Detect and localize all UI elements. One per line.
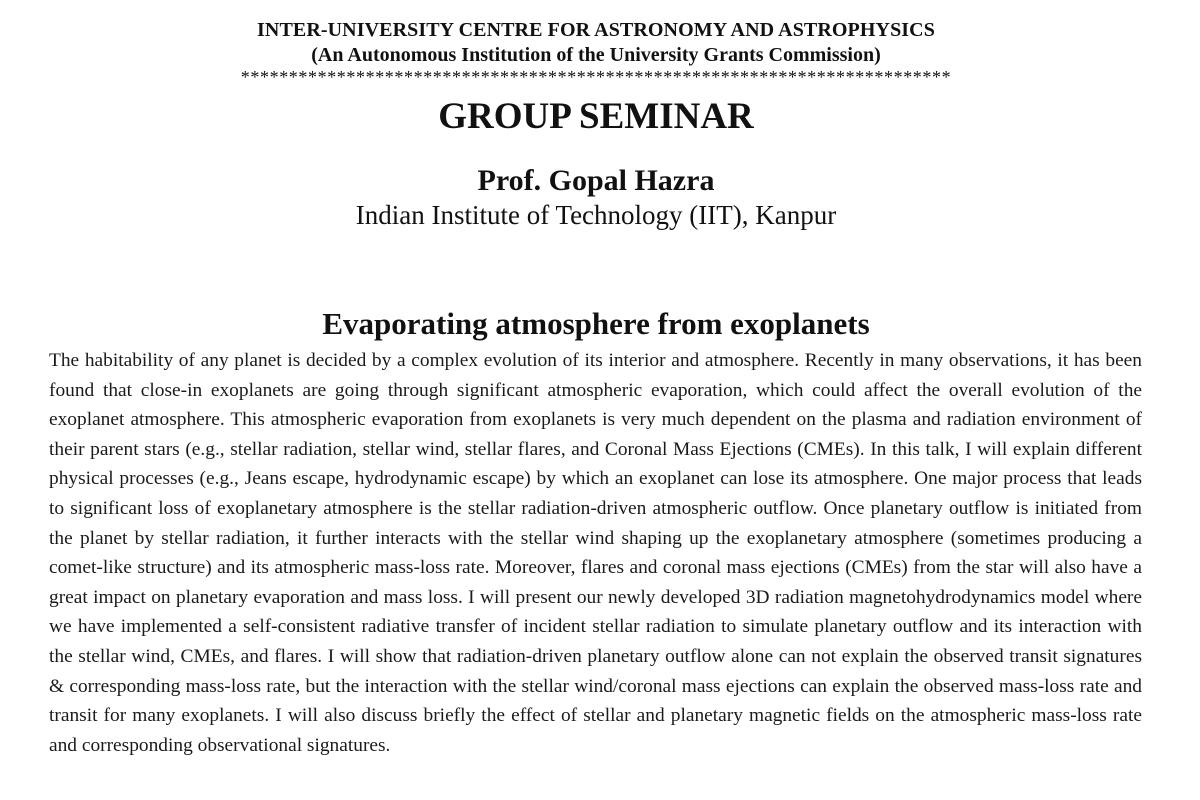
asterisk-divider: ************************************************************************** xyxy=(240,67,952,87)
speaker-affiliation: Indian Institute of Technology (IIT), Kanpur xyxy=(355,200,837,230)
seminar-type-heading: GROUP SEMINAR xyxy=(438,96,754,137)
speaker-name: Prof. Gopal Hazra xyxy=(477,164,715,197)
talk-title: Evaporating atmosphere from exoplanets xyxy=(322,306,870,341)
institution-name: INTER-UNIVERSITY CENTRE FOR ASTRONOMY AND ASTROPHYSICS xyxy=(257,19,935,41)
institution-subtitle: (An Autonomous Institution of the University Grants Commission) xyxy=(311,44,881,66)
talk-abstract: The habitability of any planet is decided by a complex evolution of its interior and atmosphere. Recently in many observations, it has been found that close-in exoplanets are going through significant atmospheric evaporation, which could affect the overall evolution of the exoplanet atmosphere. This atmospheric evaporation from exoplanets is very much dependent on the plasma and radiation environment of their parent stars (e.g., stellar radiation, stellar wind, stellar flares, and Coronal Mass Ejections (CMEs). In this talk, I will explain different physical processes (e.g., Jeans escape, hydrodynamic escape) by which an exoplanet can lose its atmosphere. One major process that leads to significant loss of exoplanetary atmosphere is the stellar radiation-driven atmospheric outflow. Once planetary outflow is initiated from the planet by stellar radiation, it further interacts with the stellar wind shaping up the exoplanetary atmosphere (sometimes producing a comet-like structure) and its atmospheric mass-loss rate. Moreover, flares and coronal mass ejections (CMEs) from the star will also have a great impact on planetary evaporation and mass loss. I will present our newly developed 3D radiation magnetohydrodynamics model where we have implemented a self-consistent radiative transfer of incident stellar radiation to simulate planetary outflow and its interaction with the stellar wind, CMEs, and flares. I will show that radiation-driven planetary outflow alone can not explain the observed transit signatures & corresponding mass-loss rate, but the interaction with the stellar wind/coronal mass ejections can explain the observed mass-loss rate and transit for many exoplanets. I will also discuss briefly the effect of stellar and planetary magnetic fields on the atmospheric mass-loss rate and corresponding observational signatures. xyxy=(49,350,1142,756)
